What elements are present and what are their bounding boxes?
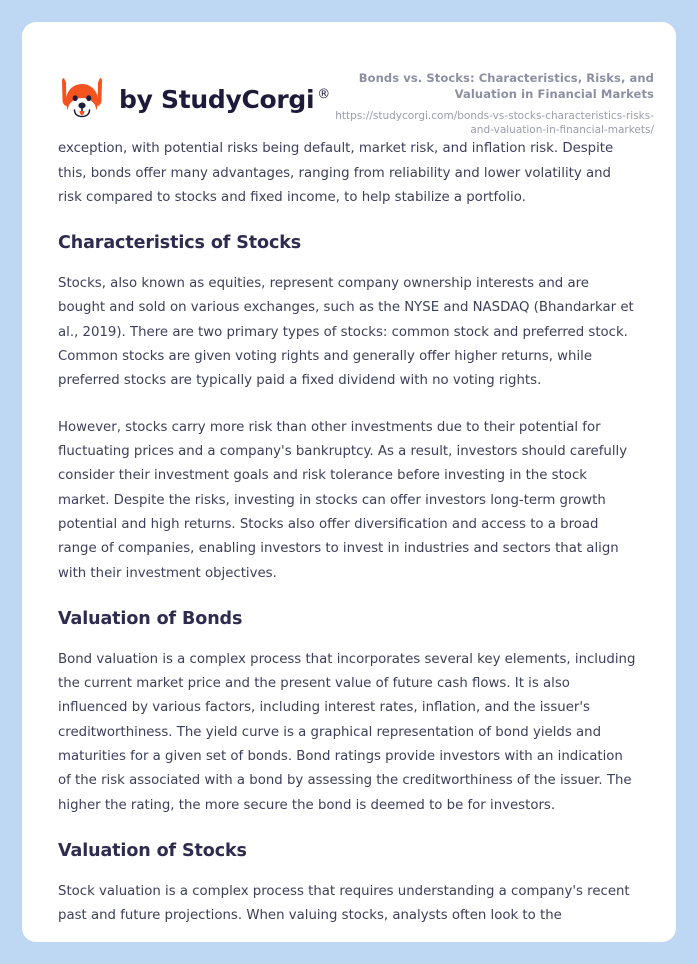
- body-paragraph: exception, with potential risks being default, market risk, and inflation risk. Despite this, bonds offer many advantages, ranging from reliability and lower volatility and risk compared to stocks and fixed income, to help stabilize a portfolio.: [58, 141, 614, 206]
- document-page: [22, 22, 676, 942]
- brand-name: by StudyCorgi: [119, 84, 315, 114]
- document-body: [22, 137, 676, 928]
- body-paragraph: Bond valuation is a complex process that incorporates several key elements, including the current market price and the present value of future cash flows. It is also influenced by various factors, including interest rates, inflation, and the issuer's creditworthiness. The yield curve is a graphical representation of bond yields and maturities for a given set of bonds. Bond ratings provide investors with an indication of the risk associated with a bond by assessing the creditworthiness of the issuer. The higher the rating, the more secure the bond is deemed to be for investors.: [58, 651, 636, 813]
- brand-lockup: [58, 70, 330, 124]
- body-paragraph: Stock valuation is a complex process that requires understanding a company's recent past and future projections. When valuing stocks, analysts often look to the: [58, 883, 630, 924]
- document-header: [22, 22, 676, 137]
- document-source-url: https://studycorgi.com/bonds-vs-stocks-characteristics-risks-and-valuation-in-financial-markets/: [335, 110, 654, 137]
- document-title: Bonds vs. Stocks: Characteristics, Risks, and Valuation in Financial Markets: [358, 71, 654, 101]
- section-heading: Valuation of Bonds: [58, 609, 243, 630]
- brand-wordmark: [119, 84, 330, 114]
- body-paragraph: Stocks, also known as equities, represent company ownership interests and are bought and sold on various exchanges, such as the NYSE and NASDAQ (Bhandarkar et al., 2019). There are two primary types of stocks: common stock and preferred stock. Common stocks are given voting rights and generally offer higher returns, while preferred stocks are typically paid a fixed dividend with no voting rights.: [58, 276, 634, 389]
- document-meta: [330, 70, 654, 137]
- section-heading: Characteristics of Stocks: [58, 233, 302, 254]
- registered-trademark-icon: ®: [317, 86, 330, 102]
- section-heading: Valuation of Stocks: [58, 841, 247, 862]
- body-paragraph: However, stocks carry more risk than other investments due to their potential for fluctuating prices and a company's bankruptcy. As a result, investors should carefully consider their investment goals and risk tolerance before investing in the stock market. Despite the risks, investing in stocks can offer investors long-term growth potential and high returns. Stocks also offer diversification and access to a broad range of companies, enabling investors to invest in industries and sectors that align with their investment objectives.: [58, 419, 628, 581]
- corgi-face-logo-icon: [58, 74, 106, 124]
